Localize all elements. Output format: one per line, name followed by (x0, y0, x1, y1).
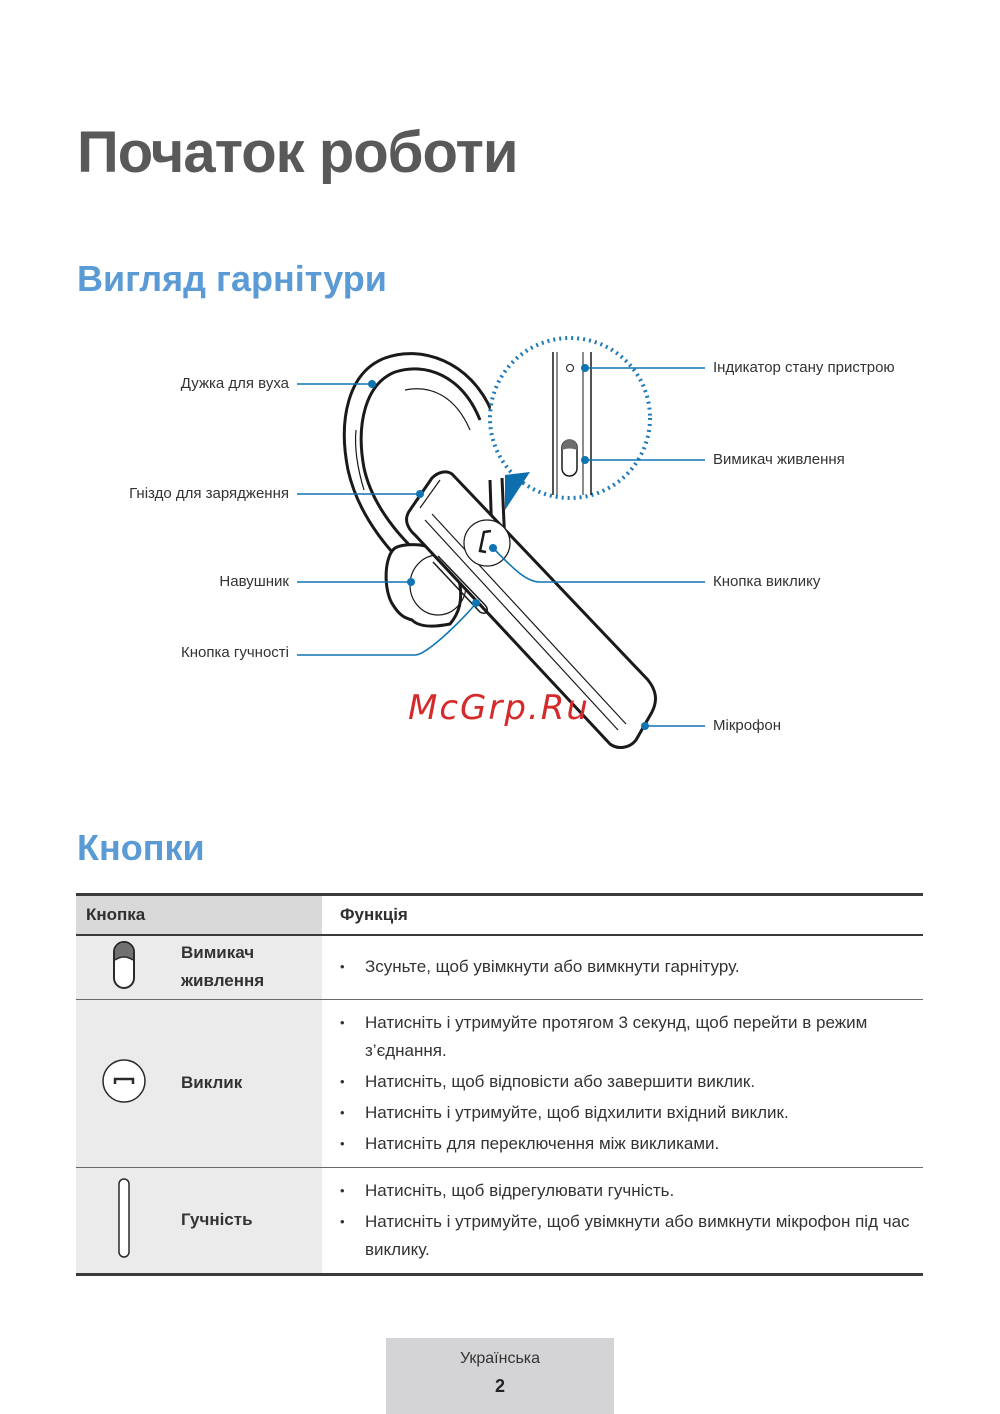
callout-volume-button: Кнопка гучності (180, 644, 289, 661)
function-item: • Натисніть і утримуйте протягом 3 секунд, щоб перейти в режим з’єднання. (340, 1009, 913, 1065)
callout-charging-socket: Гніздо для зарядження (129, 485, 289, 502)
header-function: Функція (322, 895, 923, 936)
callout-call-button: Кнопка виклику (713, 573, 821, 590)
callout-earpiece: Навушник (219, 573, 289, 590)
zoom-detail-icon (490, 338, 650, 510)
table-header-row (76, 895, 923, 936)
button-name: Вимикач живлення (171, 935, 322, 999)
footer-language: Українська (459, 1350, 541, 1367)
function-item: • Натисніть для переключення між викликами. (340, 1130, 913, 1158)
section-title-appearance: Вигляд гарнітури (77, 258, 387, 299)
page-title: Початок роботи (77, 120, 518, 185)
callout-status-indicator: Індикатор стану пристрою (713, 359, 895, 376)
function-item: • Натисніть і утримуйте, щоб відхилити вхідний виклик. (340, 1099, 913, 1127)
table-row (76, 935, 923, 999)
power-switch-icon (112, 940, 136, 990)
callout-ear-hook: Дужка для вуха (180, 375, 289, 392)
function-cell (322, 999, 923, 1167)
volume-button-icon (117, 1177, 131, 1259)
callout-microphone: Мікрофон (713, 717, 782, 734)
button-name: Виклик (171, 999, 322, 1167)
icon-cell (76, 935, 171, 999)
callout-power-switch: Вимикач живлення (713, 451, 845, 468)
section-title-buttons: Кнопки (77, 827, 205, 868)
function-cell (322, 1167, 923, 1274)
page-number: 2 (494, 1376, 505, 1396)
table-row (76, 999, 923, 1167)
icon-cell (76, 999, 171, 1167)
header-button: Кнопка (76, 895, 322, 936)
function-item: • Натисніть, щоб відрегулювати гучність. (340, 1177, 913, 1205)
page-footer (386, 1338, 614, 1414)
button-name: Гучність (171, 1167, 322, 1274)
function-item: • Натисніть, щоб відповісти або завершити виклик. (340, 1068, 913, 1096)
function-item: • Зсуньте, щоб увімкнути або вимкнути гарнітуру. (340, 953, 913, 981)
watermark: McGrp.Ru (408, 688, 590, 728)
function-item: • Натисніть і утримуйте, щоб увімкнути або вимкнути мікрофон під час виклику. (340, 1208, 913, 1264)
table-row (76, 1167, 923, 1274)
function-cell (322, 935, 923, 999)
call-button-icon (101, 1058, 147, 1104)
icon-cell (76, 1167, 171, 1274)
buttons-table (76, 893, 923, 1276)
